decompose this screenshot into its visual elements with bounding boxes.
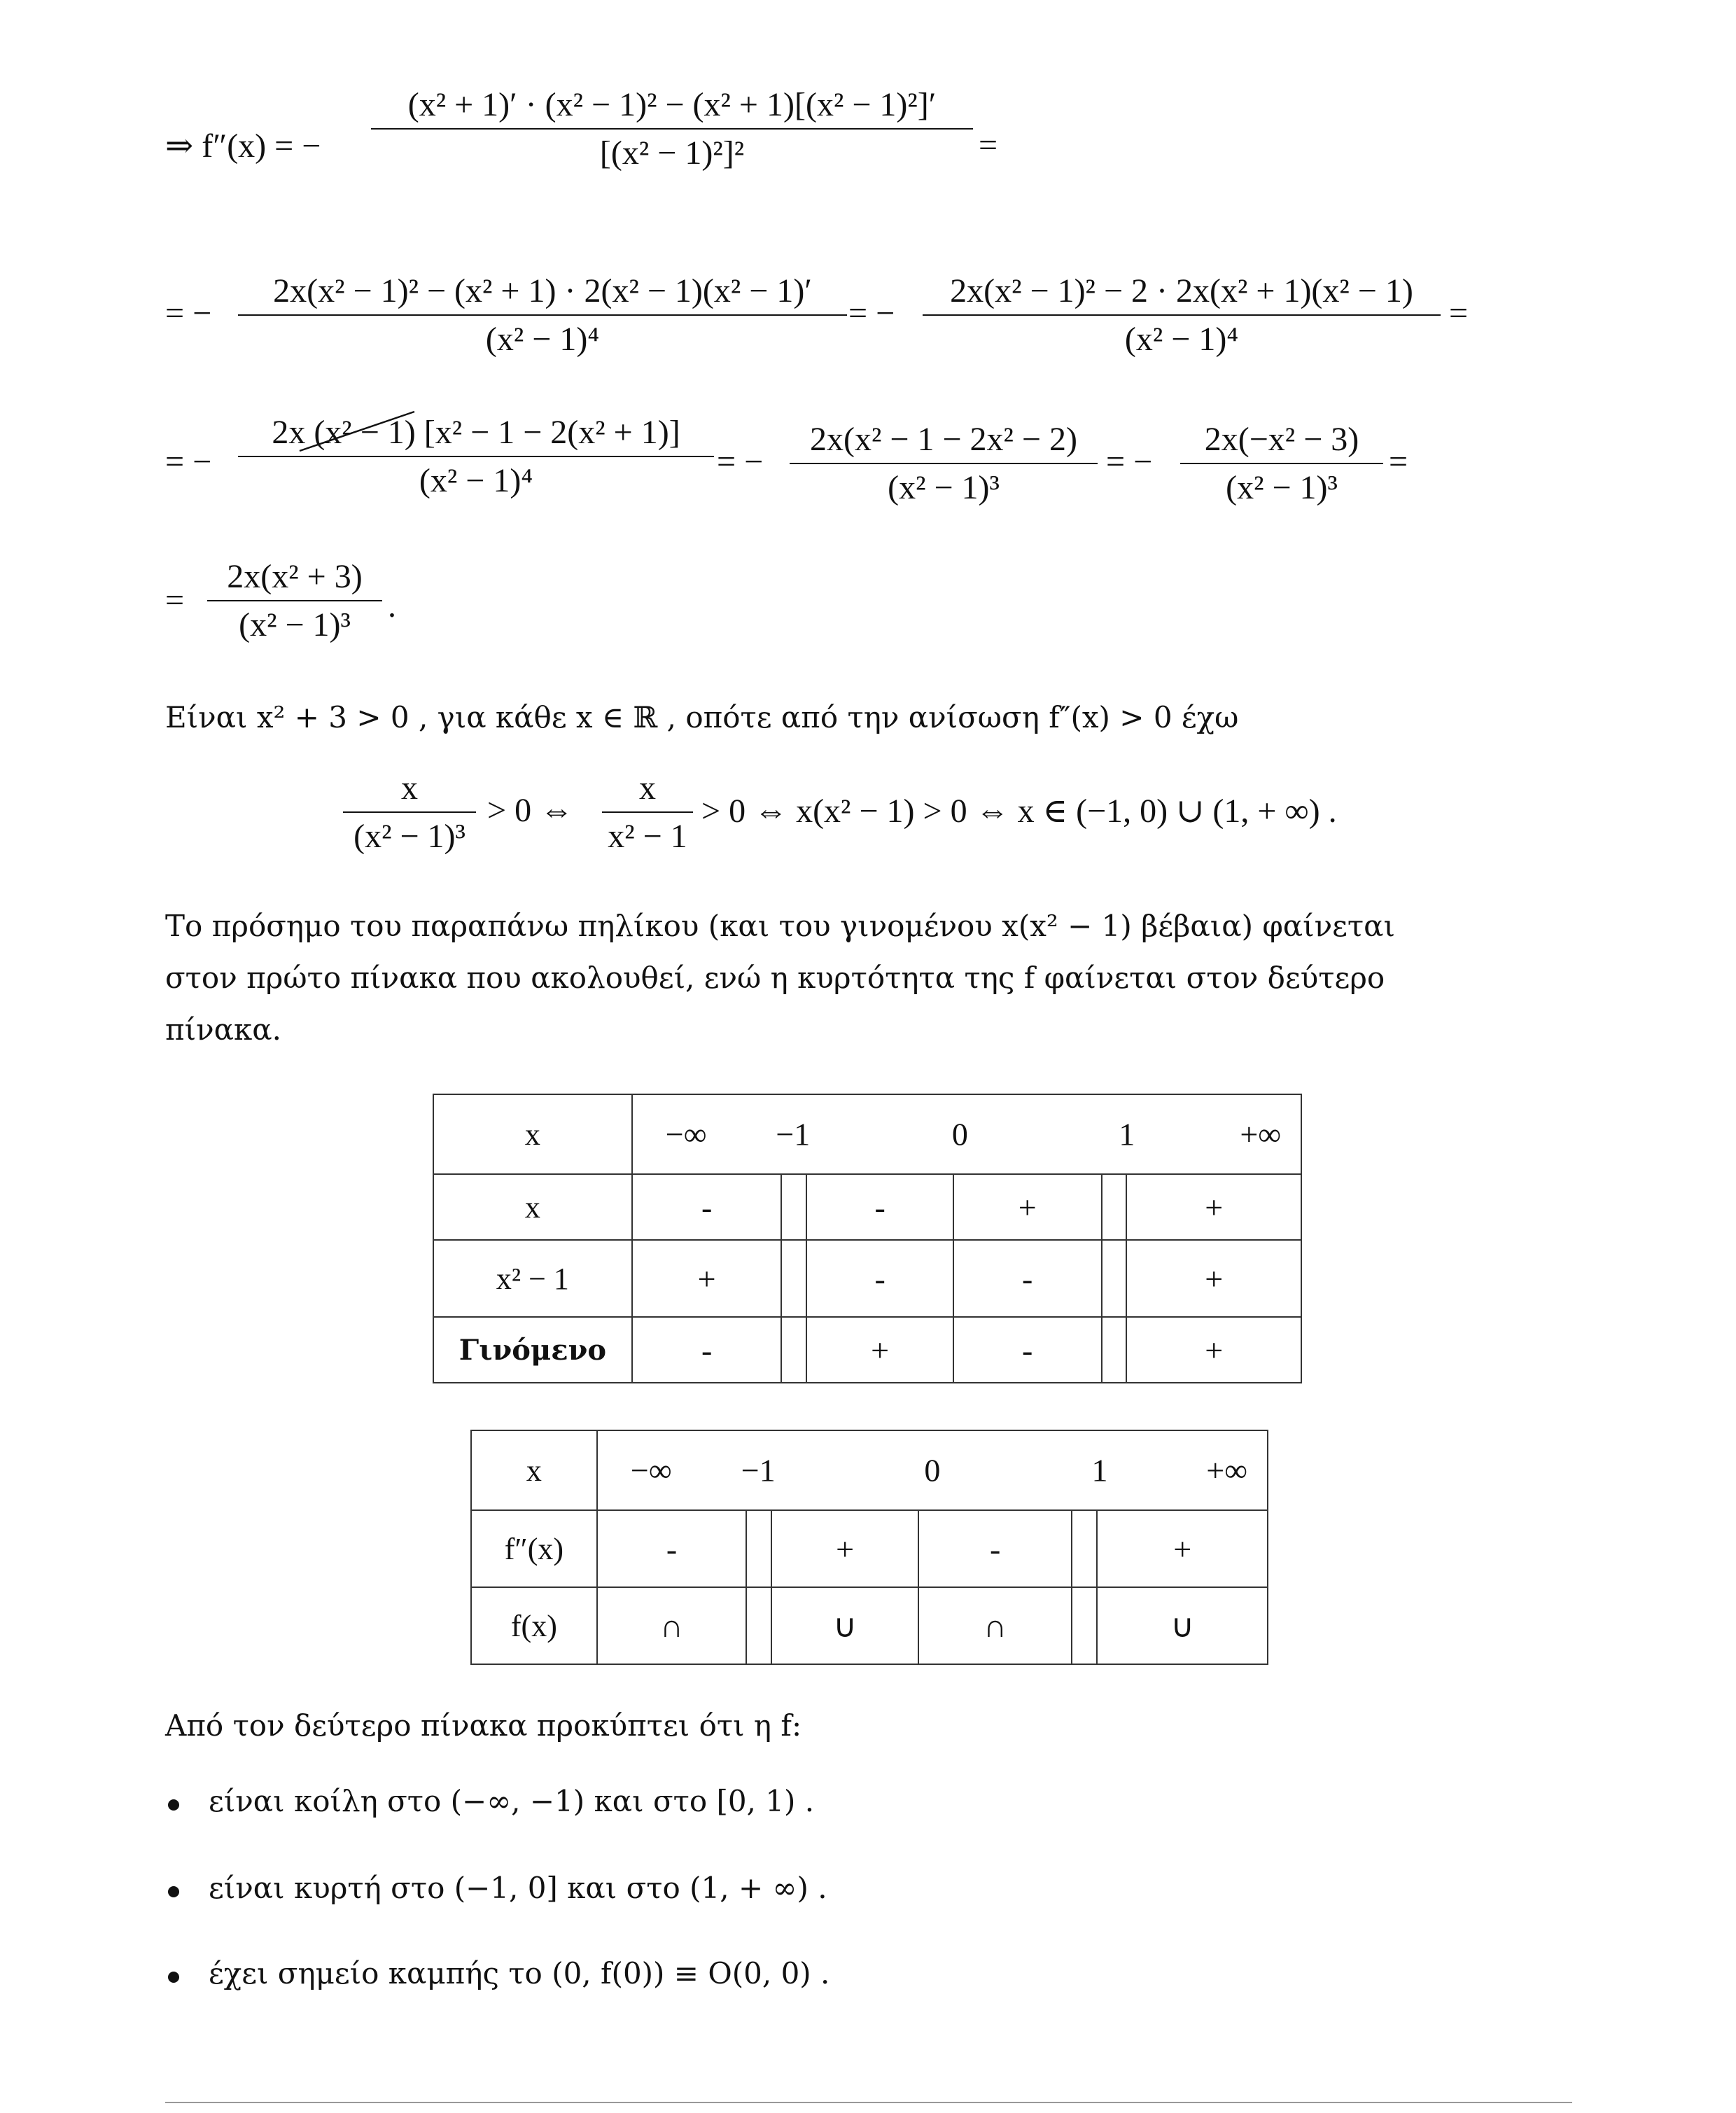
sign-table-2-row-f bbox=[471, 1587, 1268, 1664]
paragraph-3: Από τον δεύτερο πίνακα προκύπτει ότι η f: bbox=[165, 1708, 802, 1743]
point-pos-inf: +∞ bbox=[1240, 1116, 1282, 1152]
sign-table-1 bbox=[433, 1094, 1302, 1383]
sign-cell: - bbox=[953, 1317, 1102, 1383]
eq3-f2-numerator: 2x(x² − 1 − 2x² − 2) bbox=[810, 421, 1077, 458]
eq5-fraction-2 bbox=[602, 769, 693, 856]
sign-table-2-header-points bbox=[597, 1430, 1268, 1510]
eq2-lead: = − bbox=[165, 295, 212, 332]
paragraph-2-line-3: πίνακα. bbox=[165, 1012, 281, 1047]
cancel-strike-mark bbox=[294, 407, 420, 456]
sign-cell: - bbox=[953, 1240, 1102, 1317]
paragraph-1: Είναι x² + 3 > 0 , για κάθε x ∈ ℝ , οπότε από την ανίσωση f″(x) > 0 έχω bbox=[165, 700, 1239, 734]
sign-cell: + bbox=[953, 1174, 1102, 1240]
bullet-item-3: έχει σημείο καμπής το (0, f(0)) ≡ O(0, 0) . bbox=[209, 1956, 830, 1990]
sign-cell: - bbox=[632, 1317, 782, 1383]
point-pos-inf: +∞ bbox=[1206, 1452, 1247, 1488]
bullet-dot bbox=[168, 1972, 179, 1983]
separator-cell bbox=[746, 1510, 771, 1587]
point-neg-inf: −∞ bbox=[630, 1452, 672, 1488]
separator-cell bbox=[781, 1174, 806, 1240]
concavity-cell: ∩ bbox=[918, 1587, 1072, 1664]
eq3-f3-denominator: (x² − 1)³ bbox=[1226, 469, 1338, 506]
eq3-f3-numerator: 2x(−x² − 3) bbox=[1204, 421, 1359, 458]
sign-cell: + bbox=[1126, 1317, 1301, 1383]
eq5-mid: > 0 ⇔ bbox=[487, 792, 574, 829]
point-1: 1 bbox=[1091, 1452, 1108, 1488]
sign-cell: + bbox=[1126, 1240, 1301, 1317]
eq5-f2-numerator: x bbox=[639, 769, 656, 807]
eq1-fraction bbox=[371, 85, 973, 172]
eq3-tail: = bbox=[1389, 443, 1408, 480]
concavity-cell: ∪ bbox=[771, 1587, 918, 1664]
paragraph-2-line-2: στον πρώτο πίνακα που ακολουθεί, ενώ η κυρτότητα της f φαίνεται στον δεύτερο bbox=[165, 961, 1385, 995]
separator-cell bbox=[1102, 1240, 1127, 1317]
separator-cell bbox=[746, 1587, 771, 1664]
sign-cell: - bbox=[806, 1240, 953, 1317]
eq3-f2-denominator: (x² − 1)³ bbox=[888, 469, 1000, 506]
sign-cell: - bbox=[918, 1510, 1072, 1587]
sign-table-1-header-label: x bbox=[433, 1094, 632, 1174]
eq4-tail: . bbox=[388, 587, 396, 625]
eq2-f2-numerator: 2x(x² − 1)² − 2 · 2x(x² + 1)(x² − 1) bbox=[950, 272, 1413, 309]
point-neg-1: −1 bbox=[776, 1116, 811, 1152]
footer-rule bbox=[165, 2102, 1572, 2103]
eq3-fraction-2 bbox=[790, 420, 1098, 507]
sign-cell: + bbox=[1126, 1174, 1301, 1240]
row-label: f″(x) bbox=[471, 1510, 597, 1587]
sign-table-1-row-x2-1 bbox=[433, 1240, 1301, 1317]
row-label: Γινόμενο bbox=[433, 1317, 632, 1383]
separator-cell bbox=[1072, 1510, 1097, 1587]
eq1-denominator: [(x² − 1)²]² bbox=[599, 134, 745, 172]
eq3-f1-numerator: 2x (x² − 1) [x² − 1 − 2(x² + 1)] bbox=[272, 414, 680, 451]
point-neg-1: −1 bbox=[741, 1452, 776, 1488]
sign-cell: - bbox=[632, 1174, 782, 1240]
separator-cell bbox=[1102, 1317, 1127, 1383]
eq1-lhs: ⇒ f″(x) = − bbox=[165, 127, 321, 165]
eq4-lead: = bbox=[165, 582, 185, 619]
sign-cell: - bbox=[597, 1510, 747, 1587]
eq2-f1-numerator: 2x(x² − 1)² − (x² + 1) · 2(x² − 1)(x² − 1)′ bbox=[273, 272, 812, 309]
eq3-eq2: = − bbox=[1106, 443, 1153, 480]
bullet-item-1: είναι κοίλη στο (−∞, −1) και στο [0, 1) . bbox=[209, 1784, 815, 1818]
concavity-cell: ∪ bbox=[1097, 1587, 1268, 1664]
eq1-numerator: (x² + 1)′ · (x² − 1)² − (x² + 1)[(x² − 1)²]′ bbox=[407, 86, 937, 123]
separator-cell bbox=[1072, 1587, 1097, 1664]
sign-cell: + bbox=[1097, 1510, 1268, 1587]
eq5-f1-denominator: (x² − 1)³ bbox=[354, 818, 465, 855]
sign-table-2 bbox=[470, 1430, 1268, 1665]
point-1: 1 bbox=[1119, 1116, 1135, 1152]
point-0: 0 bbox=[951, 1116, 968, 1152]
point-neg-inf: −∞ bbox=[665, 1116, 707, 1152]
sign-table-2-header-label: x bbox=[471, 1430, 597, 1510]
separator-cell bbox=[781, 1240, 806, 1317]
sign-cell: + bbox=[632, 1240, 782, 1317]
eq3-lead: = − bbox=[165, 443, 212, 480]
sign-table-2-header-row bbox=[471, 1430, 1268, 1510]
sign-table-1-row-x bbox=[433, 1174, 1301, 1240]
sign-table-2-row-f2 bbox=[471, 1510, 1268, 1587]
paragraph-2-line-1: Το πρόσημο του παραπάνω πηλίκου (και του γινομένου x(x² − 1) βέβαια) φαίνεται bbox=[165, 909, 1395, 943]
eq1-tail: = bbox=[979, 127, 998, 164]
eq2-f1-denominator: (x² − 1)⁴ bbox=[485, 321, 600, 358]
row-label: x² − 1 bbox=[433, 1240, 632, 1317]
separator-cell bbox=[1102, 1174, 1127, 1240]
eq5-rest: > 0 ⇔ x(x² − 1) > 0 ⇔ x ∈ (−1, 0) ∪ (1, + ∞) . bbox=[701, 793, 1337, 830]
eq4-numerator: 2x(x² + 3) bbox=[227, 558, 363, 595]
eq2-tail: = bbox=[1449, 295, 1469, 332]
eq2-mid: = − bbox=[848, 295, 895, 332]
eq2-f2-denominator: (x² − 1)⁴ bbox=[1124, 321, 1239, 358]
sign-cell: + bbox=[806, 1317, 953, 1383]
sign-cell: + bbox=[771, 1510, 918, 1587]
eq4-fraction bbox=[207, 557, 382, 644]
eq2-fraction-2 bbox=[923, 272, 1441, 358]
bullet-dot bbox=[168, 1886, 179, 1897]
eq4-denominator: (x² − 1)³ bbox=[239, 606, 351, 643]
row-label: f(x) bbox=[471, 1587, 597, 1664]
concavity-cell: ∩ bbox=[597, 1587, 747, 1664]
sign-cell: - bbox=[806, 1174, 953, 1240]
separator-cell bbox=[781, 1317, 806, 1383]
point-0: 0 bbox=[924, 1452, 941, 1488]
sign-table-1-header-row bbox=[433, 1094, 1301, 1174]
eq2-fraction-1 bbox=[238, 272, 847, 358]
eq3-eq1: = − bbox=[717, 443, 764, 480]
sign-table-1-row-product bbox=[433, 1317, 1301, 1383]
bullet-dot bbox=[168, 1799, 179, 1811]
eq3-fraction-3 bbox=[1180, 420, 1383, 507]
eq3-f1-denominator: (x² − 1)⁴ bbox=[419, 462, 533, 499]
sign-table-1-header-points bbox=[632, 1094, 1301, 1174]
row-label: x bbox=[433, 1174, 632, 1240]
eq5-f1-numerator: x bbox=[401, 769, 418, 807]
eq5-fraction-1 bbox=[343, 769, 476, 856]
eq5-f2-denominator: x² − 1 bbox=[608, 818, 687, 855]
bullet-item-2: είναι κυρτή στο (−1, 0] και στο (1, + ∞) . bbox=[209, 1871, 827, 1905]
